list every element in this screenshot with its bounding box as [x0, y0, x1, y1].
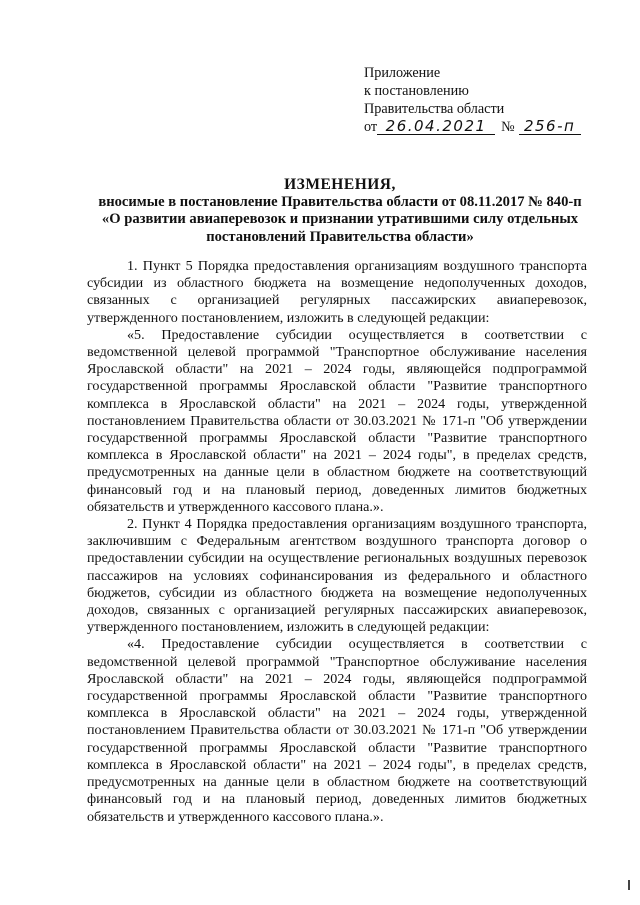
appendix-line-3: Правительства области	[364, 101, 505, 117]
paragraph-4: «4. Предоставление субсидии осуществляется в соответствии с ведомственной целевой программой "Транспортное обслуживание населения Ярославской области" на 2021 – 2024 годы, являющейся подпрограммой государственной программы Ярославской области "Развитие транспортного комплекса в Ярославской области" на 2021 – 2024 годы, утвержденной постановлением Правительства области от 30.03.2021 № 171-п "Об утверждении государственной программы Ярославской области "Развитие транспортного комплекса в Ярославской области" на 2021 – 2024 годы", в пределах средств, предусмотренных на данные цели в областном бюджете на соответствующий финансовый год и на плановый период, доведенных лимитов бюджетных обязательств и утвержденного кассового плана.».	[87, 636, 587, 825]
from-label: от	[364, 119, 378, 135]
appendix-date-number-line	[364, 118, 604, 136]
title-line-4: постановлений Правительства области»	[206, 228, 474, 245]
title-heading: ИЗМЕНЕНИЯ,	[284, 176, 396, 193]
appendix-line-2: к постановлению	[364, 83, 469, 99]
paragraph-2: «5. Предоставление субсидии осуществляется в соответствии с ведомственной целевой программой "Транспортное обслуживание населения Ярославской области" на 2021 – 2024 годы, являющейся подпрограммой государственной программы Ярославской области "Развитие транспортного комплекса в Ярославской области" на 2021 – 2024 годы, утвержденной постановлением Правительства области от 30.03.2021 № 171-п "Об утверждении государственной программы Ярославской области "Развитие транспортного комплекса в Ярославской области" на 2021 – 2024 годы", в пределах средств, предусмотренных на данные цели в областном бюджете на соответствующий финансовый год и на плановый период, доведенных лимитов бюджетных обязательств и утвержденного кассового плана.».	[87, 326, 587, 515]
document-body	[87, 258, 587, 826]
handwritten-number: 256-п	[519, 118, 581, 135]
appendix-header	[364, 64, 604, 136]
handwritten-date: 26.04.2021	[377, 118, 495, 135]
title-line-3: «О развитии авиаперевозок и признании утратившими силу отдельных	[101, 211, 579, 227]
title-line-2: вносимые в постановление Правительства области от 08.11.2017 № 840-п	[98, 193, 582, 210]
paragraph-3: 2. Пункт 4 Порядка предоставления организациям воздушного транспорта, заключившим с Федеральным агентством воздушного транспорта договор о предоставлении субсидии на осуществление региональных воздушных перевозок пассажиров на условиях софинансирования из федерального и областного бюджетов, субсидии из областного бюджета на возмещение недополученных доходов, связанных с организацией регулярных пассажирских авиаперевозок, утвержденного постановлением, изложить в следующей редакции:	[87, 516, 587, 636]
page-edge-mark	[628, 880, 636, 890]
appendix-line-1: Приложение	[364, 65, 441, 81]
paragraph-1: 1. Пункт 5 Порядка предоставления организациям воздушного транспорта субсидии из областного бюджета на возмещение недополученных доходов, связанных с организацией регулярных пассажирских авиаперевозок, утвержденного постановлением, изложить в следующей редакции:	[87, 258, 587, 326]
number-label: №	[501, 119, 515, 135]
document-title	[70, 176, 610, 246]
